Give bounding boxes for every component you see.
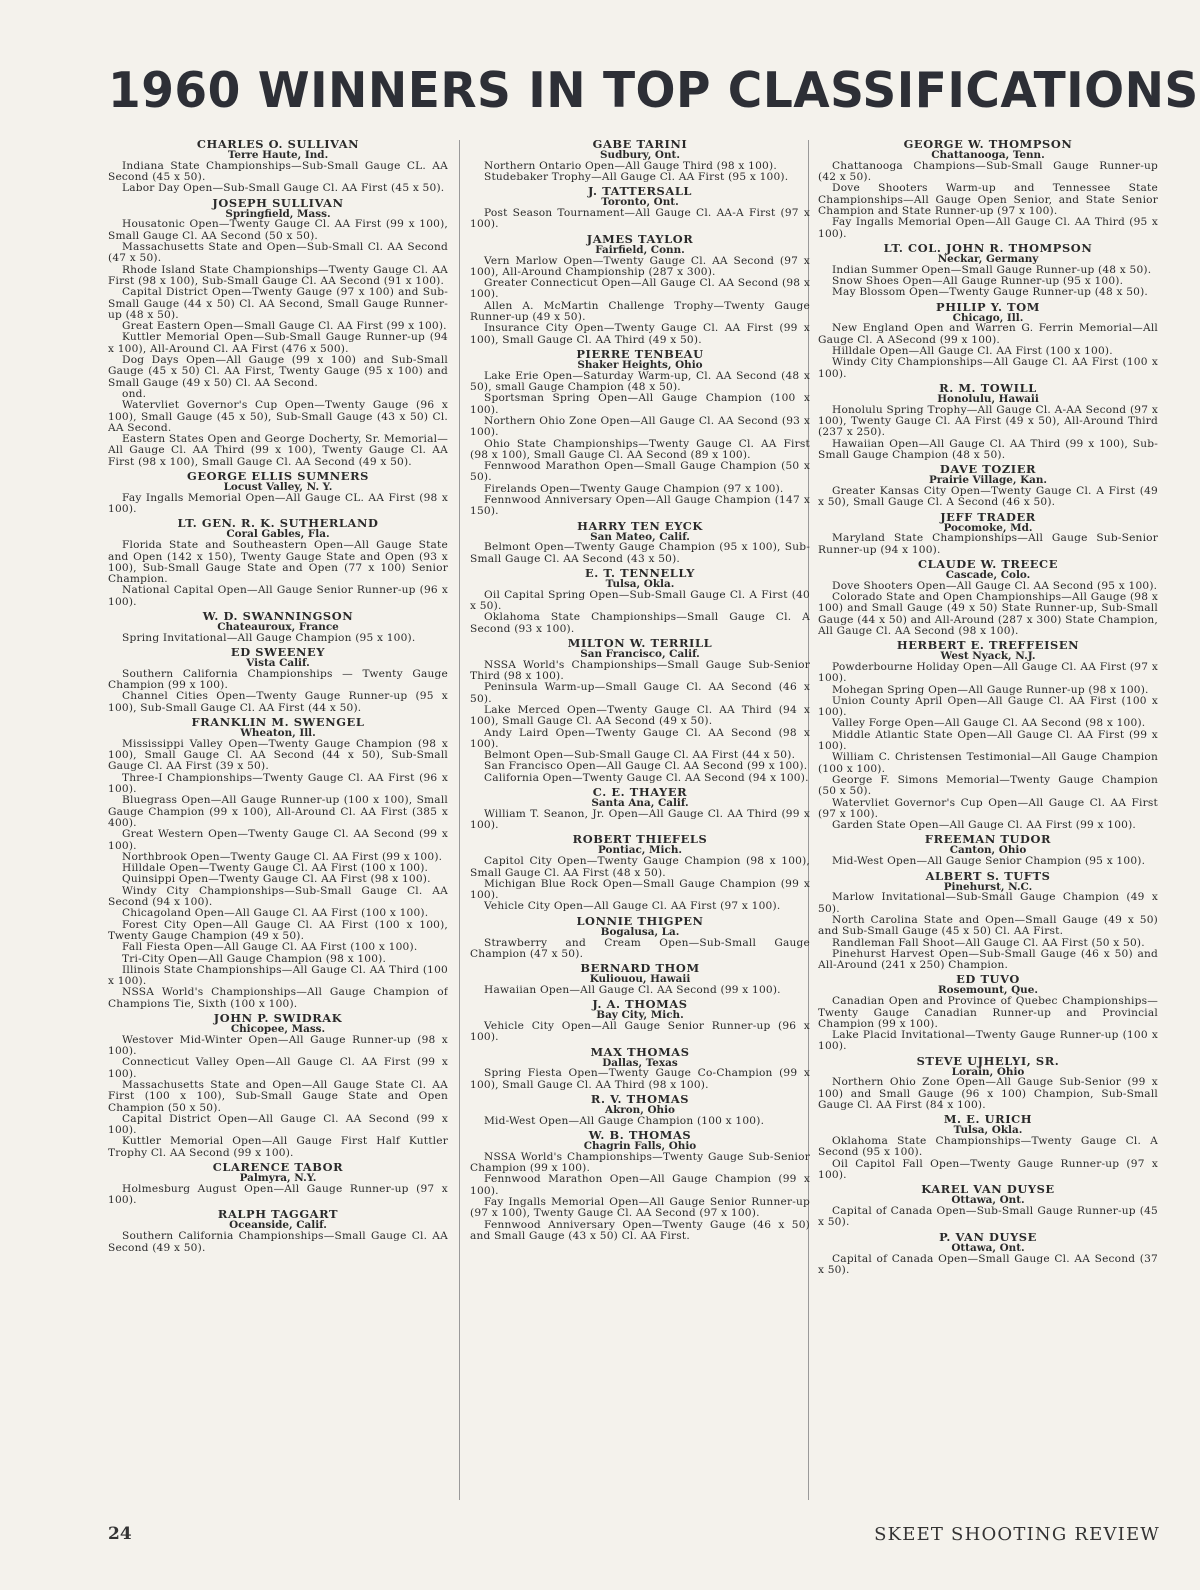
result-line: Snow Shoes Open—All Gauge Runner-up (95 x 100). [832,274,1124,287]
result-line: Chattanooga Champions—Sub-Small Gauge Runner-up (42 x 50). [818,159,1158,184]
winner-entry [108,1208,448,1253]
result-line: Forest City Open—All Gauge Cl. AA First (100 x 100), Twenty Gauge Champion (49 x 50). [108,918,448,942]
winner-location: Akron, Ohio [605,1103,675,1116]
result-line: Windy City Championships—All Gauge Cl. AA First (100 x 100). [818,356,1158,380]
result-line: Illinois State Championships—All Gauge Cl. AA Third (100 x 100). [108,963,448,988]
winner-name: CHARLES O. SULLIVAN [196,138,360,151]
result-line: Maryland State Championships—All Gauge Sub-Senior Runner-up (94 x 100). [818,532,1158,556]
winner-name: J. TATTERSALL [587,184,693,199]
winner-name: GEORGE ELLIS SUMNERS [187,469,369,484]
winner-location: Chattanooga, Tenn. [931,149,1045,161]
winner-name: R. M. TOWILL [939,380,1037,395]
result-line: Massachusetts State and Open—Sub-Small Cl. AA Second (47 x 50). [108,241,448,265]
result-line: Hawaiian Open—All Gauge Cl. AA Third (99 x 100), Sub-Small Gauge Champion (48 x 50). [818,437,1158,461]
result-line: Oklahoma State Championships—Small Gauge Cl. A Second (93 x 100). [470,611,810,635]
winner-location: Dallas, Texas [602,1056,678,1069]
winner-entry [818,1231,1158,1276]
result-line: Colorado State and Open Championships—All Gauge (98 x 100) and Small Gauge (49 x 50) State Runner-up, Sub-Small Gauge (44 x 50) and All-Around (287 x 300) State Champion, All Gauge Cl. AA Second (98 x 100). [818,591,1158,637]
winner-location: West Nyack, N.J. [940,650,1036,663]
winner-name: LT. GEN. R. K. SUTHERLAND [177,516,379,531]
result-line: Vern Marlow Open—Twenty Gauge Cl. AA Second (97 x 100), All-Around Championship (287 x 300). [470,254,810,278]
winner-name: J. A. THOMAS [592,997,688,1012]
winner-location: Pontiac, Mich. [597,844,682,857]
winner-location: Locust Valley, N. Y. [223,481,333,494]
result-line: Michigan Blue Rock Open—Small Gauge Champion (99 x 100). [470,877,810,902]
winner-location: Santa Ana, Calif. [591,797,689,810]
winner-entry [470,1129,810,1242]
winner-location: Cascade, Colo. [945,568,1031,581]
result-line: Capital District Open—All Gauge Cl. AA Second (99 x 100). [108,1112,448,1137]
winner-name: M. E. URICH [943,1112,1033,1127]
result-line: Mohegan Spring Open—All Gauge Runner-up (98 x 100). [832,683,1149,696]
winner-entry [818,870,1158,972]
winner-location: Sudbury, Ont. [600,149,680,161]
winner-name: ED SWEENEY [230,645,326,660]
winner-name: E. T. TENNELLY [584,566,696,580]
winner-entry [818,242,1158,299]
winner-location: Bogalusa, La. [600,925,680,938]
winner-entry [470,786,810,831]
winner-entry [470,1093,810,1127]
result-line: Hawaiian Open—All Gauge Cl. AA Second (99 x 100). [484,983,781,996]
winner-name: R. V. THOMAS [590,1091,690,1106]
page-title: 1960 WINNERS IN TOP CLASSIFICATIONS [108,62,1199,119]
winner-location: Shaker Heights, Ohio [577,358,703,371]
winner-location: Fairfield, Conn. [595,243,685,256]
winner-name: STEVE UJHELYI, SR. [916,1053,1060,1068]
result-line: Florida State and Southeastern Open—All Gauge State and Open (142 x 150), Twenty Gauge State and Open (93 x 100), Sub-Small Gauge State and Open (77 x 100) Senior Champion. [108,539,448,586]
winner-name: FREEMAN TUDOR [924,832,1052,847]
winner-name: RALPH TAGGART [217,1207,339,1222]
result-line: Northern Ohio Zone Open—All Gauge Cl. AA Second (93 x 100). [470,414,810,439]
result-line: Vehicle City Open—All Gauge Senior Runner-up (96 x 100). [470,1020,810,1044]
result-line: Capital District Open—Twenty Gauge (97 x 100) and Sub-Small Gauge (44 x 50) Cl. AA Second, Small Gauge Runner-up (48 x 50). [108,286,448,321]
winner-location: Chicago, Ill. [952,311,1024,324]
winner-location: Chicopee, Mass. [230,1022,326,1035]
winner-location: Canton, Ohio [949,844,1027,857]
winner-entry [818,1113,1158,1181]
column-2 [470,138,810,1508]
result-line: NSSA World's Championships—Twenty Gauge Sub-Senior Champion (99 x 100). [470,1150,810,1175]
winner-entry [108,197,448,468]
winner-name: DAVE TOZIER [939,462,1037,477]
winner-entry [818,558,1158,637]
column-1 [108,138,448,1508]
result-line: Kuttler Memorial Open—All Gauge First Half Kuttler Trophy Cl. AA Second (99 x 100). [108,1135,448,1159]
winner-location: Springfield, Mass. [225,207,331,220]
result-line: Housatonic Open—Twenty Gauge Cl. AA First (99 x 100), Small Gauge Cl. AA Second (50 x 50). [108,218,448,242]
winner-entry [818,639,1158,831]
winner-location: Terre Haute, Ind. [227,149,329,161]
winner-entry [470,233,810,346]
winner-location: Oceanside, Calif. [229,1219,327,1232]
result-line: Strawberry and Cream Open—Sub-Small Gauge Champion (47 x 50). [470,936,810,960]
result-line: New England Open and Warren G. Ferrin Memorial—All Gauge Cl. A ASecond (99 x 100). [818,322,1158,346]
result-line: Great Western Open—Twenty Gauge Cl. AA Second (99 x 100). [108,828,448,852]
result-line: Watervliet Governor's Cup Open—Twenty Gauge (96 x 100), Small Gauge (45 x 50), Sub-Small Gauge (43 x 50) Cl. AA Second. [108,399,448,434]
result-line: Massachusetts State and Open—All Gauge State Cl. AA First (100 x 100), Sub-Small Gauge State and Open Champion (50 x 50). [108,1078,448,1114]
result-line: Chicagoland Open—All Gauge Cl. AA First (100 x 100). [122,907,429,920]
result-line: Hilldale Open—All Gauge Cl. AA First (100 x 100). [832,344,1113,357]
result-line: Greater Connecticut Open—All Gauge Cl. AA Second (98 x 100). [470,277,810,301]
winner-name: W. B. THOMAS [588,1128,692,1143]
result-line: Bluegrass Open—All Gauge Runner-up (100 x 100), Small Gauge Champion (99 x 100), All-Around Cl. AA First (385 x 400). [108,794,448,829]
winner-entry [818,382,1158,461]
winner-entry [108,138,448,195]
winner-location: Ottawa, Ont. [951,1241,1025,1254]
result-line: National Capital Open—All Gauge Senior Runner-up (96 x 100). [108,584,448,608]
winner-entry [470,998,810,1043]
result-line: Westover Mid-Winter Open—All Gauge Runner-up (98 x 100). [108,1033,448,1058]
result-line: William C. Christensen Testimonial—All Gauge Champion (100 x 100). [818,751,1158,775]
page-number: 24 [108,1524,132,1544]
result-line: Mid-West Open—All Gauge Champion (100 x 100). [484,1114,765,1127]
result-line: Dog Days Open—All Gauge (99 x 100) and Sub-Small Gauge (45 x 50) Cl. AA First, Twenty Gauge (95 x 100) and Small Gauge (49 x 50) Cl. AA Second. [108,354,448,389]
winner-entry [470,962,810,996]
result-line: May Blossom Open—Twenty Gauge Runner-up (48 x 50). [832,286,1148,299]
column-3 [818,138,1158,1508]
winner-name: PHILIP Y. TOM [936,299,1040,314]
winner-location: Pinehurst, N.C. [943,880,1033,893]
result-line: NSSA World's Championships—All Gauge Champion of Champions Tie, Sixth (100 x 100). [108,986,448,1010]
winner-location: San Francisco, Calif. [580,647,700,660]
result-line: Great Eastern Open—Small Gauge Cl. AA First (99 x 100). [122,320,447,333]
winner-name: CLAUDE W. TREECE [918,556,1058,571]
result-line: Union County April Open—All Gauge Cl. AA First (100 x 100). [818,694,1158,719]
result-line: Northern Ohio Zone Open—All Gauge Sub-Senior (99 x 100) and Small Gauge (96 x 100) Champion, Sub-Small Gauge Cl. AA First (84 x 100). [818,1076,1158,1112]
result-line: Studebaker Trophy—All Gauge Cl. AA First (95 x 100). [484,171,789,184]
result-line: Oil Capitol Fall Open—Twenty Gauge Runner-up (97 x 100). [818,1157,1158,1182]
winner-entry [108,470,448,515]
winner-location: Chagrin Falls, Ohio [583,1140,697,1153]
winner-entry [818,511,1158,556]
winner-name: MAX THOMAS [590,1044,690,1059]
result-line: Capital of Canada Open—Small Gauge Cl. AA Second (37 x 50). [818,1252,1158,1276]
result-line: Peninsula Warm-up—Small Gauge Cl. AA Second (46 x 50). [470,681,810,705]
result-line: North Carolina State and Open—Small Gauge (49 x 50) and Sub-Small Gauge (45 x 50) Cl. AA First. [818,913,1158,938]
winner-name: LT. COL. JOHN R. THOMPSON [883,240,1093,255]
winner-name: GEORGE W. THOMPSON [903,138,1073,151]
winner-name: FRANKLIN M. SWENGEL [191,715,365,730]
result-line: Dove Shooters Open—All Gauge Cl. AA Second (95 x 100). [832,579,1158,592]
result-line: Fennwood Marathon Open—All Gauge Champion (99 x 100). [470,1173,810,1197]
winner-location: Wheaton, Ill. [240,727,316,740]
result-line: William T. Seanon, Jr. Open—All Gauge Cl. AA Third (99 x 100). [470,807,810,832]
winner-entry [470,833,810,912]
winner-entry [470,520,810,565]
winner-name: JAMES TAYLOR [586,231,694,246]
result-line: Ohio State Championships—Twenty Gauge Cl. AA First (98 x 100), Small Gauge Cl. AA Second (89 x 100). [470,437,810,461]
winner-entry [818,138,1158,240]
winner-entry [818,463,1158,508]
result-line: Randleman Fall Shoot—All Gauge Cl. AA First (50 x 50). [832,936,1145,949]
result-line: Three-I Championships—Twenty Gauge Cl. AA First (96 x 100). [108,771,448,796]
winner-location: Coral Gables, Fla. [226,528,330,541]
winner-entry [818,1055,1158,1112]
winner-name: HERBERT E. TREFFEISEN [896,638,1080,653]
winner-entry [108,1161,448,1206]
winner-name: BERNARD THOM [580,961,700,976]
winner-name: ED TUVO [956,972,1020,987]
result-line: Canadian Open and Province of Quebec Championships—Twenty Gauge Canadian Runner-up and Provincial Champion (99 x 100). [818,995,1158,1030]
result-line: Fennwood Anniversary Open—All Gauge Champion (147 x 150). [470,494,810,518]
winner-name: ALBERT S. TUFTS [925,868,1051,883]
result-line: Post Season Tournament—All Gauge Cl. AA-A First (97 x 100). [470,207,810,231]
winner-name: KAREL VAN DUYSE [921,1182,1055,1197]
winner-entry [108,610,448,644]
result-line: Indiana State Championships—Sub-Small Gauge CL. AA Second (45 x 50). [108,159,448,184]
result-line: Northern Ontario Open—All Gauge Third (98 x 100). [484,159,777,172]
column-divider [459,140,460,1500]
result-line: Mississippi Valley Open—Twenty Gauge Champion (98 x 100), Small Gauge Cl. AA Second (44 x 50), Sub-Small Gauge Cl. AA First (39 x 50). [108,737,448,773]
result-line: Rhode Island State Championships—Twenty Gauge Cl. AA First (98 x 100), Sub-Small Gauge Cl. AA Second (91 x 100). [108,263,448,287]
result-line: Oil Capital Spring Open—Sub-Small Gauge Cl. A First (40 x 50). [470,588,810,613]
winner-entry [470,637,810,784]
winner-name: PIERRE TENBEAU [576,346,704,361]
result-line: Capitol City Open—Twenty Gauge Champion (98 x 100), Small Gauge Cl. AA First (48 x 50). [470,855,810,879]
winner-location: Neckar, Germany [937,252,1039,265]
result-line: Fennwood Marathon Open—Small Gauge Champion (50 x 50). [470,460,810,484]
winner-location: Bay City, Mich. [596,1009,684,1022]
winner-entry [818,301,1158,380]
result-line: Powderbourne Holiday Open—All Gauge Cl. AA First (97 x 100). [818,660,1158,685]
result-line: Marlow Invitational—Sub-Small Gauge Champion (49 x 50). [818,891,1158,915]
result-line: Greater Kansas City Open—Twenty Gauge Cl. A First (49 x 50), Small Gauge Cl. A Second (46 x 50). [818,484,1158,509]
winner-location: Prairie Village, Kan. [928,474,1048,487]
winner-entry [470,185,810,230]
winner-entry [818,833,1158,867]
result-line: Sportsman Spring Open—All Gauge Champion (100 x 100). [470,392,810,416]
winner-name: ROBERT THIEFELS [572,832,708,847]
winner-name: W. D. SWANNINGSON [202,608,354,623]
result-line: Vehicle City Open—All Gauge Cl. AA First (97 x 100). [484,900,781,913]
result-line: San Francisco Open—All Gauge Cl. AA Second (99 x 100). [484,760,808,773]
winner-name: P. VAN DUYSE [939,1229,1037,1244]
publication-name: SKEET SHOOTING REVIEW [874,1524,1160,1545]
result-line: Southern California Championships—Small Gauge Cl. AA Second (49 x 50). [108,1230,448,1254]
winner-name: JOHN P. SWIDRAK [213,1010,343,1025]
result-line: Spring Invitational—All Gauge Champion (95 x 100). [122,631,416,644]
result-line: Allen A. McMartin Challenge Trophy—Twenty Gauge Runner-up (49 x 50). [470,299,810,324]
result-line: Dove Shooters Warm-up and Tennessee State Championships—All Gauge Open Senior, and State Senior Champion and State Runner-up (97 x 100). [818,182,1158,217]
winner-name: HARRY TEN EYCK [577,518,703,533]
result-line: Fay Ingalls Memorial Open—All Gauge Senior Runner-up (97 x 100), Twenty Gauge Cl. AA Second (97 x 100). [470,1196,810,1220]
winner-entry [108,716,448,1010]
result-line: Fay Ingalls Memorial Open—All Gauge Cl. AA Third (95 x 100). [818,216,1158,240]
result-line: Garden State Open—All Gauge Cl. AA First (99 x 100). [832,819,1136,832]
winner-entry [470,1046,810,1091]
result-line: Lake Erie Open—Saturday Warm-up, Cl. AA Second (48 x 50), small Gauge Champion (48 x 50). [470,369,810,394]
result-line: Holmesburg August Open—All Gauge Runner-up (97 x 100). [108,1182,448,1207]
winner-location: Lorain, Ohio [951,1065,1025,1078]
result-line: Northbrook Open—Twenty Gauge Cl. AA First (99 x 100). [122,850,443,863]
result-line: Channel Cities Open—Twenty Gauge Runner-up (95 x 100), Sub-Small Gauge Cl. AA First (44 x 50). [108,690,448,714]
winner-location: San Mateo, Calif. [590,530,690,543]
result-line: Kuttler Memorial Open—Sub-Small Gauge Runner-up (94 x 100), All-Around Cl. AA First (476 x 500). [108,331,448,355]
winner-name: JEFF TRADER [940,509,1036,524]
result-line: Southern California Championships — Twenty Gauge Champion (99 x 100). [108,667,448,692]
result-line: Fall Fiesta Open—All Gauge Cl. AA First (100 x 100). [122,941,418,954]
winner-entry [470,915,810,960]
result-line: Fay Ingalls Memorial Open—All Gauge CL. AA First (98 x 100). [108,491,448,516]
winner-entry [818,1183,1158,1228]
result-line: Connecticut Valley Open—All Gauge Cl. AA First (99 x 100). [108,1056,448,1080]
result-line: ond. [122,387,147,400]
result-line: Mid-West Open—All Gauge Senior Champion (95 x 100). [832,855,1146,868]
winner-location: Toronto, Ont. [601,196,679,209]
winner-entry [108,646,448,714]
winner-location: Chateauroux, France [217,620,339,633]
result-line: Oklahoma State Championships—Twenty Gauge Cl. A Second (95 x 100). [818,1135,1158,1159]
result-line: Tri-City Open—All Gauge Champion (98 x 100). [122,952,387,965]
result-line: Honolulu Spring Trophy—All Gauge Cl. A-AA Second (97 x 100), Twenty Gauge Cl. AA First (49 x 50), All-Around Third (237 x 250). [818,403,1158,439]
winner-location: Kuliouou, Hawaii [589,973,691,986]
winner-name: CLARENCE TABOR [212,1160,344,1175]
result-line: Labor Day Open—Sub-Small Gauge Cl. AA First (45 x 50). [122,182,445,195]
winner-entry [470,138,810,183]
winner-location: Honolulu, Hawaii [937,392,1039,405]
result-line: Lake Merced Open—Twenty Gauge Cl. AA Third (94 x 100), Small Gauge Cl. AA Second (49 x 50). [470,703,810,728]
result-line: Lake Placid Invitational—Twenty Gauge Runner-up (100 x 100). [818,1029,1158,1053]
result-line: Capital of Canada Open—Sub-Small Gauge Runner-up (45 x 50). [818,1205,1158,1229]
result-line: Spring Fiesta Open—Twenty Gauge Co-Champion (99 x 100), Small Gauge Cl. AA Third (98 x 100). [470,1067,810,1091]
result-line: Valley Forge Open—All Gauge Cl. AA Second (98 x 100). [832,717,1146,730]
winner-entry [108,1012,448,1159]
winner-name: GABE TARINI [592,138,688,151]
result-line: Windy City Championships—Sub-Small Gauge Cl. AA Second (94 x 100). [108,884,448,909]
winner-location: Palmyra, N.Y. [239,1172,317,1185]
winner-location: Vista Calif. [246,657,310,670]
result-line: Insurance City Open—Twenty Gauge Cl. AA First (99 x 100), Small Gauge Cl. AA Third (49 x 50). [470,322,810,346]
winner-location: Rosemount, Que. [938,984,1038,997]
winner-name: LONNIE THIGPEN [576,913,704,928]
winner-entry [108,517,448,608]
winner-location: Tulsa, Okla. [605,578,675,590]
winner-entry [470,567,810,635]
winner-location: Ottawa, Ont. [951,1194,1025,1207]
result-line: George F. Simons Memorial—Twenty Gauge Champion (50 x 50). [818,773,1158,798]
winner-name: C. E. THAYER [592,785,688,800]
result-line: Hilldale Open—Twenty Gauge Cl. AA First (100 x 100). [122,862,429,875]
result-line: Middle Atlantic State Open—All Gauge Cl. AA First (99 x 100). [818,728,1158,753]
result-line: Andy Laird Open—Twenty Gauge Cl. AA Second (98 x 100). [470,726,810,750]
result-line: California Open—Twenty Gauge Cl. AA Second (94 x 100). [484,771,809,784]
winner-location: Tulsa, Okla. [953,1124,1023,1137]
result-line: Pinehurst Harvest Open—Sub-Small Gauge (46 x 50) and All-Around (241 x 250) Champion. [818,947,1158,972]
result-line: Belmont Open—Sub-Small Gauge Cl. AA First (44 x 50). [484,749,796,762]
result-line: NSSA World's Championships—Small Gauge Sub-Senior Third (98 x 100). [470,658,810,683]
result-line: Belmont Open—Twenty Gauge Champion (95 x 100), Sub-Small Gauge Cl. AA Second (43 x 50). [470,541,810,565]
result-line: Quinsippi Open—Twenty Gauge Cl. AA First (98 x 100). [122,873,431,886]
winner-entry [818,973,1158,1052]
result-line: Indian Summer Open—Small Gauge Runner-up (48 x 50). [832,263,1152,276]
result-line: Fennwood Anniversary Open—Twenty Gauge (46 x 50) and Small Gauge (43 x 50) Cl. AA First. [470,1218,810,1242]
winner-name: MILTON W. TERRILL [567,635,713,650]
result-line: Firelands Open—Twenty Gauge Champion (97 x 100). [484,482,784,495]
result-line: Eastern States Open and George Docherty, Sr. Memorial—All Gauge Cl. AA Third (99 x 100), Twenty Gauge Cl. AA First (98 x 100), Small Gauge Cl. AA Second (49 x 50). [108,433,448,468]
result-line: Watervliet Governor's Cup Open—All Gauge Cl. AA First (97 x 100). [818,796,1158,820]
winner-name: JOSEPH SULLIVAN [212,195,344,210]
winner-location: Pocomoke, Md. [943,521,1033,534]
winner-entry [470,348,810,518]
